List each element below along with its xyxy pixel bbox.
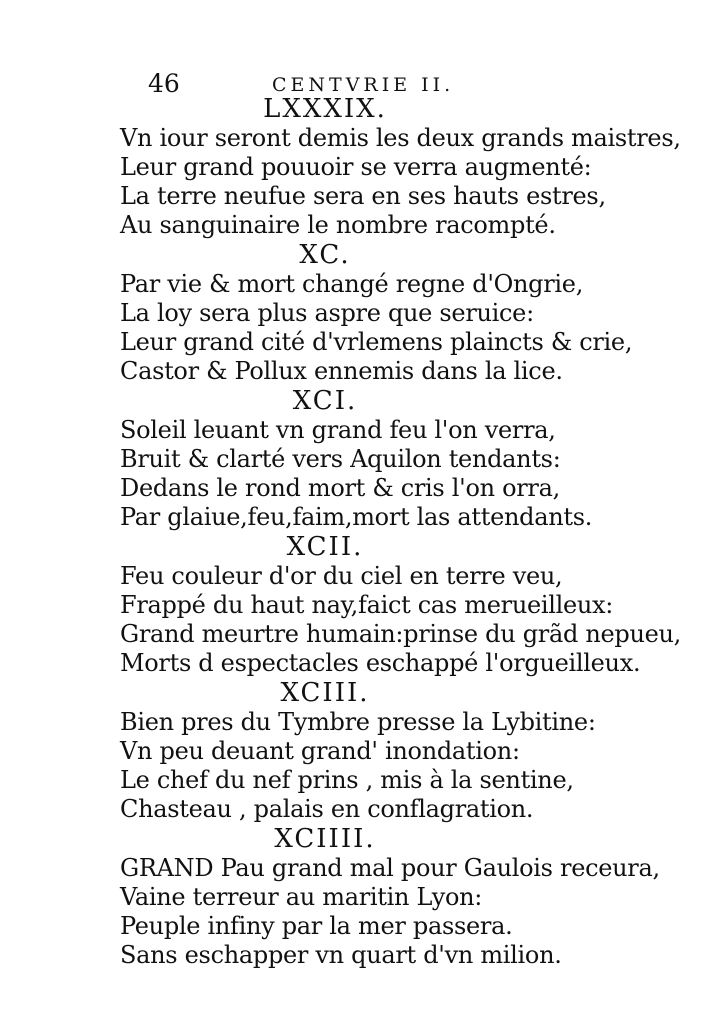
verse-line: Feu couleur d'or du ciel en terre veu,: [120, 562, 563, 590]
verse-line: Dedans le rond mort & cris l'on orra,: [120, 474, 560, 502]
verse-line: Bien pres du Tymbre presse la Lybitine:: [120, 708, 596, 736]
verse-line: Castor & Pollux ennemis dans la lice.: [120, 357, 563, 385]
quatrain-heading: XCIIII.: [274, 824, 376, 854]
verse-line: La terre neufue sera en ses hauts estres,: [120, 182, 606, 210]
quatrain-93: [120, 678, 680, 824]
verse-text-block: [120, 94, 680, 970]
quatrain-89: [120, 94, 680, 240]
quatrain-heading: XC.: [299, 240, 351, 270]
verse-line: Sans eschapper vn quart d'vn milion.: [120, 941, 562, 969]
quatrain-heading: XCIII.: [280, 678, 370, 708]
running-title: CENTVRIE II.: [272, 74, 455, 96]
quatrain-90: [120, 240, 680, 386]
quatrain-heading: XCII.: [286, 532, 364, 562]
verse-line: Leur grand pouuoir se verra augmenté:: [120, 153, 592, 181]
verse-line: GRAND Pau grand mal pour Gaulois receura,: [120, 854, 660, 882]
verse-line: Vaine terreur au maritin Lyon:: [120, 883, 483, 911]
verse-line: Le chef du nef prins , mis à la sentine,: [120, 766, 574, 794]
quatrain-94: [120, 824, 680, 970]
verse-line: Chasteau , palais en conflagration.: [120, 795, 534, 823]
verse-line: Bruit & clarté vers Aquilon tendants:: [120, 445, 561, 473]
verse-line: Grand meurtre humain:prinse du grãd nepueu,: [120, 620, 682, 648]
verse-line: Par vie & mort changé regne d'Ongrie,: [120, 270, 584, 298]
quatrain-heading: LXXXIX.: [263, 94, 387, 124]
verse-line: Leur grand cité d'vrlemens plaincts & crie,: [120, 328, 633, 356]
quatrain-91: [120, 386, 680, 532]
verse-line: Vn iour seront demis les deux grands maistres,: [120, 124, 681, 152]
verse-line: Frappé du haut nay,faict cas merueilleux:: [120, 591, 614, 619]
verse-line: Peuple infiny par la mer passera.: [120, 912, 513, 940]
quatrain-92: [120, 532, 680, 678]
verse-line: La loy sera plus aspre que seruice:: [120, 299, 534, 327]
verse-line: Morts d espectacles eschappé l'orgueilleux.: [120, 649, 641, 677]
quatrain-heading: XCI.: [292, 386, 358, 416]
verse-line: Par glaiue,feu,faim,mort las attendants.: [120, 503, 593, 531]
verse-line: Soleil leuant vn grand feu l'on verra,: [120, 416, 556, 444]
verse-line: Au sanguinaire le nombre racompté.: [120, 211, 556, 239]
page-number: 46: [148, 69, 180, 98]
verse-line: Vn peu deuant grand' inondation:: [120, 737, 520, 765]
